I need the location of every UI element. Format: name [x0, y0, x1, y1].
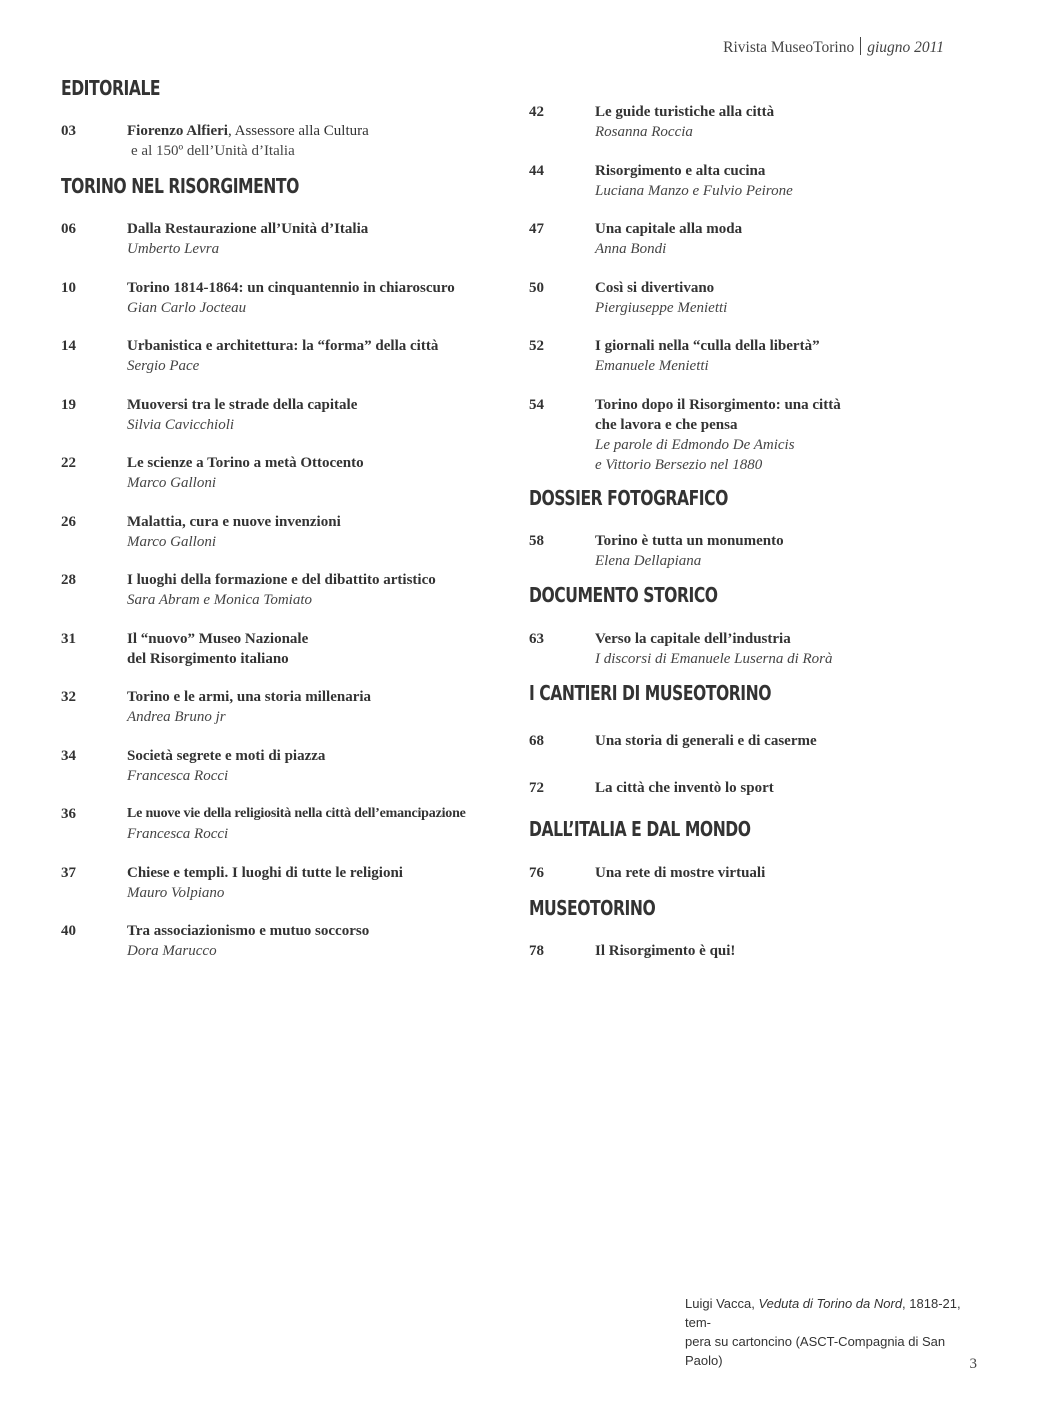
entry-title: I luoghi della formazione e del dibattito artistico	[127, 572, 436, 588]
entry-title: Dalla Restaurazione all’Unità d’Italia	[127, 221, 369, 237]
entry-role-continued: e al 150º dell’Unità d’Italia	[131, 143, 295, 159]
entry-author: Silvia Cavicchioli	[127, 417, 235, 433]
section-title-editoriale: EDITORIALE	[61, 76, 161, 100]
entry-title: Urbanistica e architettura: la “forma” della città	[127, 338, 439, 354]
entry-title: Società segrete e moti di piazza	[127, 748, 326, 764]
page-ref: 78	[529, 943, 544, 959]
page-ref: 10	[61, 280, 76, 296]
page-ref: 06	[61, 221, 76, 237]
page-ref: 52	[529, 338, 544, 354]
entry-title: Chiese e templi. I luoghi di tutte le religioni	[127, 865, 403, 881]
entry-author: Sara Abram e Monica Tomiato	[127, 592, 313, 608]
page-number: 3	[969, 1356, 977, 1372]
entry-title: La città che inventò lo sport	[595, 780, 774, 796]
entry-author: Marco Galloni	[127, 534, 217, 550]
page-ref: 19	[61, 397, 76, 413]
entry-title: Torino dopo il Risorgimento: una città	[595, 397, 841, 413]
section-title-museotorino: MUSEOTORINO	[529, 896, 656, 920]
page-ref: 58	[529, 533, 544, 549]
entry-author: Umberto Levra	[127, 241, 220, 257]
entry-author: Gian Carlo Jocteau	[127, 300, 247, 316]
entry-title: Tra associazionismo e mutuo soccorso	[127, 923, 370, 939]
publication-name: Rivista MuseoTorino	[723, 39, 855, 56]
entry-author-name: Fiorenzo Alfieri	[127, 123, 228, 139]
page-ref: 34	[61, 748, 76, 764]
entry-author: Andrea Bruno jr	[127, 709, 226, 725]
page-ref: 37	[61, 865, 76, 881]
page-ref: 72	[529, 780, 544, 796]
section-title-mondo: DALL’ITALIA E DAL MONDO	[529, 817, 751, 841]
entry-author: Anna Bondi	[595, 241, 667, 257]
entry-title: Una rete di mostre virtuali	[595, 865, 766, 881]
entry-title: Le nuove vie della religiosità nella città dell’emancipazione	[127, 806, 466, 821]
section-title-risorgimento: TORINO NEL RISORGIMENTO	[61, 174, 299, 198]
entry-author: Sergio Pace	[127, 358, 200, 374]
caption-work-title: Veduta di Torino da Nord	[758, 1296, 903, 1311]
entry-title: Così si divertivano	[595, 280, 715, 296]
entry-author-continued: e Vittorio Bersezio nel 1880	[595, 457, 763, 473]
page-ref: 22	[61, 455, 76, 471]
entry-author: Elena Dellapiana	[595, 553, 702, 569]
entry-author: Francesca Rocci	[127, 768, 229, 784]
section-title-cantieri: I CANTIERI DI MUSEOTORINO	[529, 681, 772, 705]
caption-artist: Luigi Vacca,	[685, 1296, 759, 1311]
entry-author: I discorsi di Emanuele Luserna di Rorà	[595, 651, 833, 667]
entry-title: Le guide turistiche alla città	[595, 104, 775, 120]
entry-author: Luciana Manzo e Fulvio Peirone	[595, 183, 793, 199]
image-caption	[685, 1294, 985, 1370]
entry-title: Il “nuovo” Museo Nazionale	[127, 631, 309, 647]
page-ref: 32	[61, 689, 76, 705]
issue-date: giugno 2011	[867, 39, 944, 56]
page-ref: 36	[61, 806, 76, 822]
entry-title: Il Risorgimento è qui!	[595, 943, 736, 959]
entry-title: Torino e le armi, una storia millenaria	[127, 689, 372, 705]
caption-details: , 1818-21, tem-	[685, 1296, 961, 1330]
header-separator	[860, 37, 861, 55]
entry-author: Marco Galloni	[127, 475, 217, 491]
caption-details-continued: pera su cartoncino (ASCT-Compagnia di San Paolo)	[685, 1334, 946, 1368]
entry-author: Piergiuseppe Menietti	[595, 300, 728, 316]
page-ref: 68	[529, 733, 544, 749]
page-ref: 14	[61, 338, 76, 354]
entry-author: Francesca Rocci	[127, 826, 229, 842]
entry-title: Una storia di generali e di caserme	[595, 733, 817, 749]
running-header	[723, 37, 944, 57]
page-ref: 42	[529, 104, 544, 120]
page-ref: 31	[61, 631, 76, 647]
page-ref: 03	[61, 123, 76, 139]
section-title-dossier: DOSSIER FOTOGRAFICO	[529, 486, 728, 510]
entry-title: Torino è tutta un monumento	[595, 533, 784, 549]
entry-title: Verso la capitale dell’industria	[595, 631, 791, 647]
entry-title: Risorgimento e alta cucina	[595, 163, 766, 179]
page-ref: 50	[529, 280, 544, 296]
section-title-documento: DOCUMENTO STORICO	[529, 583, 718, 607]
page-ref: 44	[529, 163, 544, 179]
entry-author: Dora Marucco	[127, 943, 217, 959]
entry-title: Muoversi tra le strade della capitale	[127, 397, 358, 413]
page-ref: 28	[61, 572, 76, 588]
entry-title-continued: del Risorgimento italiano	[127, 651, 289, 667]
page-ref: 63	[529, 631, 544, 647]
page-ref: 76	[529, 865, 544, 881]
page-ref: 54	[529, 397, 544, 413]
entry-title: I giornali nella “culla della libertà”	[595, 338, 820, 354]
entry-title: Le scienze a Torino a metà Ottocento	[127, 455, 364, 471]
page-ref: 47	[529, 221, 544, 237]
entry-author: Le parole di Edmondo De Amicis	[595, 437, 795, 453]
entry-author: Rosanna Roccia	[595, 124, 693, 140]
entry-title: Malattia, cura e nuove invenzioni	[127, 514, 341, 530]
entry-author: Emanuele Menietti	[595, 358, 709, 374]
page-ref: 26	[61, 514, 76, 530]
entry-title: Una capitale alla moda	[595, 221, 743, 237]
entry-title-continued: che lavora e che pensa	[595, 417, 738, 433]
page-ref: 40	[61, 923, 76, 939]
entry-role: , Assessore alla Cultura	[227, 123, 369, 139]
entry-author: Mauro Volpiano	[127, 885, 225, 901]
entry-title: Torino 1814-1864: un cinquantennio in chiaroscuro	[127, 280, 455, 296]
